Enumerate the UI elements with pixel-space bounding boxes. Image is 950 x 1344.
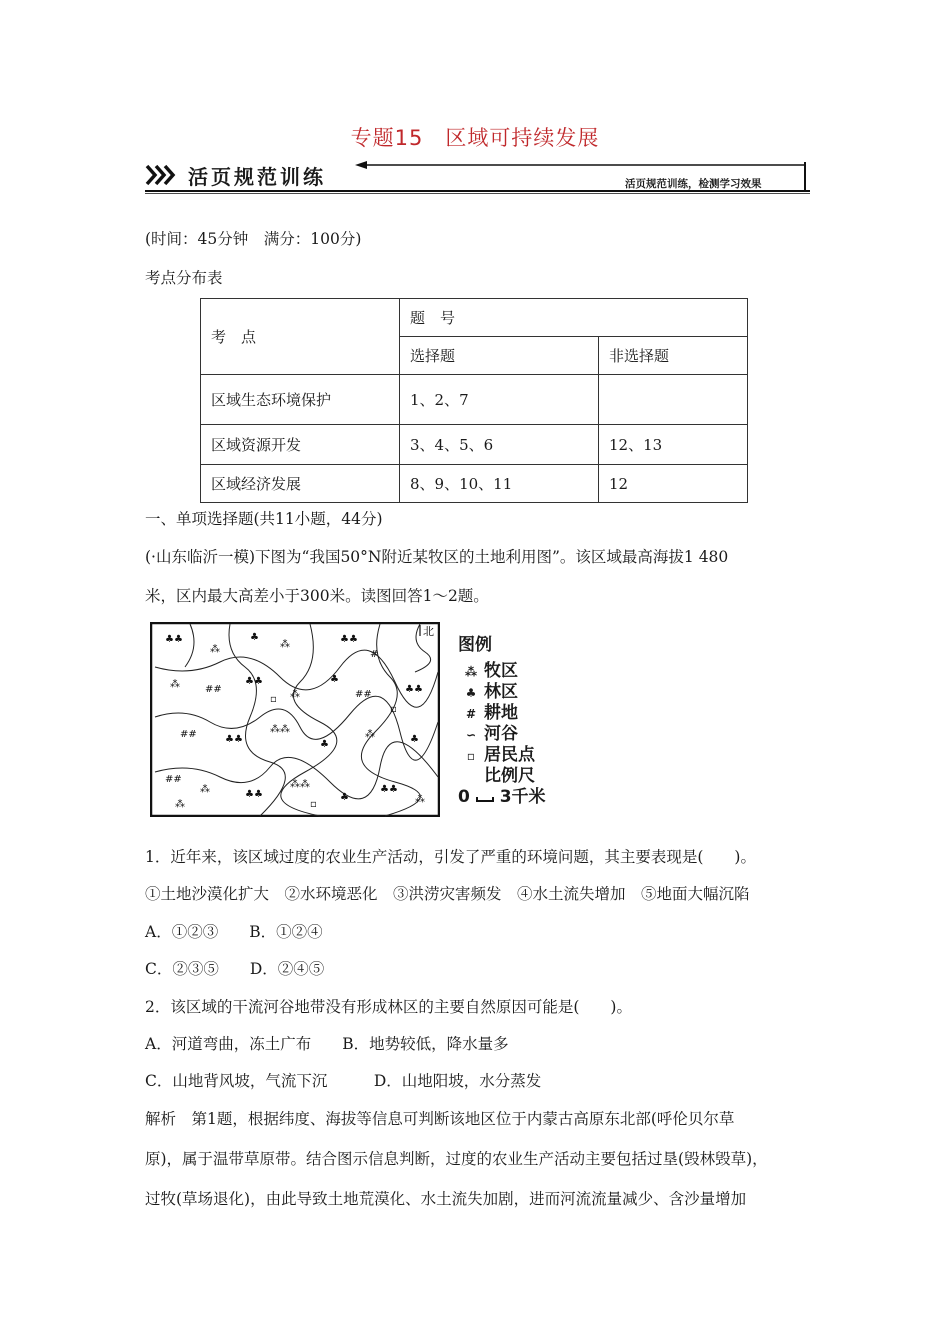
- analysis-line-1: 解析 第1题，根据纬度、海拔等信息可判断该地区位于内蒙古高原东北部(呼伦贝尔草: [145, 1110, 735, 1128]
- svg-text:⁂: ⁂: [210, 644, 220, 655]
- choice-cell: 3、4、5、6: [400, 425, 599, 465]
- svg-text:♣: ♣: [320, 739, 329, 750]
- banner-label: 活页规范训练: [188, 165, 326, 189]
- settlement-symbol-icon: ▫: [466, 749, 476, 763]
- header-choice: 选择题: [400, 337, 599, 375]
- svg-text:♣: ♣: [250, 632, 259, 643]
- svg-text:⁂: ⁂: [175, 799, 185, 810]
- svg-text:⁂⁂: ⁂⁂: [270, 724, 290, 735]
- time-info: (时间：45分钟 满分：100分): [145, 230, 362, 248]
- svg-text:♣: ♣: [410, 734, 419, 745]
- farmland-symbol-icon: #: [465, 707, 477, 721]
- topic-cell: 区域资源开发: [201, 425, 400, 465]
- svg-text:⁂: ⁂: [365, 729, 375, 740]
- pasture-symbol-icon: ⁂: [464, 665, 478, 679]
- q2-options-cd: C．山地背风坡，气流下沉 D．山地阳坡，水分蒸发: [145, 1072, 542, 1090]
- section-heading: 一、单项选择题(共11小题，44分): [145, 510, 383, 528]
- analysis-line-2: 原)，属于温带草原带。结合图示信息判断，过度的农业生产活动主要包括过垦(毁林毁草)，: [145, 1150, 768, 1168]
- q1-items: ①土地沙漠化扩大 ②水环境恶化 ③洪涝灾害频发 ④水土流失增加 ⑤地面大幅沉陷: [145, 885, 750, 903]
- q1-options-cd: C．②③⑤ D．②④⑤: [145, 960, 325, 978]
- choice-cell: 8、9、10、11: [400, 465, 599, 503]
- q1-stem: 1．近年来，该区域过度的农业生产活动，引发了严重的环境问题，其主要表现是( )。: [145, 848, 756, 866]
- svg-text:▫: ▫: [270, 694, 277, 705]
- q2-stem: 2．该区域的干流河谷地带没有形成林区的主要自然原因可能是( )。: [145, 998, 632, 1016]
- svg-text:♣: ♣: [340, 792, 349, 803]
- svg-text:▫: ▫: [390, 704, 397, 715]
- river-symbol-icon: ∽: [465, 728, 477, 742]
- svg-text:♣♣: ♣♣: [380, 784, 398, 795]
- topic-cell: 区域经济发展: [201, 465, 400, 503]
- legend-river: ∽ 河谷: [458, 719, 518, 744]
- chevron-icon: [147, 166, 173, 184]
- svg-text:#: #: [370, 649, 379, 660]
- intro-line-1: (·山东临沂一模)下图为“我国50°N附近某牧区的土地利用图”。该区域最高海拔1 480: [145, 548, 729, 566]
- svg-text:⁂: ⁂: [280, 639, 290, 650]
- svg-text:⁂: ⁂: [170, 679, 180, 690]
- nonchoice-cell: [599, 375, 748, 425]
- svg-text:♣♣: ♣♣: [340, 634, 358, 645]
- analysis-line-3: 过牧(草场退化)，由此导致土地荒漠化、水土流失加剧，进而河流流量减少、含沙量增加: [145, 1190, 747, 1208]
- intro-line-2: 米，区内最大高差小于300米。读图回答1～2题。: [145, 587, 489, 605]
- scale-bar: 0 3千米: [458, 787, 546, 807]
- table-row: [201, 425, 748, 465]
- svg-text:##: ##: [205, 684, 222, 695]
- choice-cell: 1、2、7: [400, 375, 599, 425]
- table-row: [201, 465, 748, 503]
- svg-text:##: ##: [355, 689, 372, 700]
- svg-text:♣♣: ♣♣: [245, 789, 263, 800]
- land-use-map: [150, 622, 440, 817]
- svg-text:♣♣: ♣♣: [245, 676, 263, 687]
- svg-text:⁂⁂: ⁂⁂: [290, 779, 310, 790]
- svg-text:⁂: ⁂: [290, 689, 300, 700]
- svg-text:⁂: ⁂: [415, 794, 425, 805]
- nonchoice-cell: 12: [599, 465, 748, 503]
- svg-text:##: ##: [165, 774, 182, 785]
- page-title: 专题15 区域可持续发展: [350, 126, 600, 150]
- header-question-number: 题 号: [400, 299, 748, 337]
- table-row: [201, 375, 748, 425]
- svg-text:♣: ♣: [330, 674, 339, 685]
- legend-farmland: # 耕地: [458, 698, 518, 723]
- header-topic: 考 点: [201, 299, 400, 375]
- table-caption: 考点分布表: [145, 269, 223, 287]
- scale-title: 比例尺: [484, 766, 535, 786]
- legend-pasture: ⁂ 牧区: [458, 656, 518, 681]
- q2-options-ab: A．河道弯曲，冻土广布 B．地势较低，降水量多: [145, 1035, 509, 1053]
- topic-cell: 区域生态环境保护: [201, 375, 400, 425]
- banner-subtitle: 活页规范训练，检测学习效果: [625, 178, 762, 190]
- legend-title: 图例: [458, 635, 492, 655]
- svg-text:##: ##: [180, 729, 197, 740]
- north-label: 北: [423, 626, 434, 638]
- svg-text:▫: ▫: [310, 799, 317, 810]
- svg-text:♣♣: ♣♣: [225, 734, 243, 745]
- nonchoice-cell: 12、13: [599, 425, 748, 465]
- header-nonchoice: 非选择题: [599, 337, 748, 375]
- legend-forest: ♣ 林区: [458, 677, 518, 702]
- exam-points-table: [200, 298, 748, 503]
- svg-text:⁂: ⁂: [200, 784, 210, 795]
- forest-symbol-icon: ♣: [465, 686, 477, 700]
- legend-settlement: ▫ 居民点: [458, 740, 535, 765]
- svg-text:♣♣: ♣♣: [165, 634, 183, 645]
- scale-line: [476, 797, 494, 802]
- q1-options-ab: A．①②③ B．①②④: [145, 923, 323, 941]
- svg-text:♣♣: ♣♣: [405, 684, 423, 695]
